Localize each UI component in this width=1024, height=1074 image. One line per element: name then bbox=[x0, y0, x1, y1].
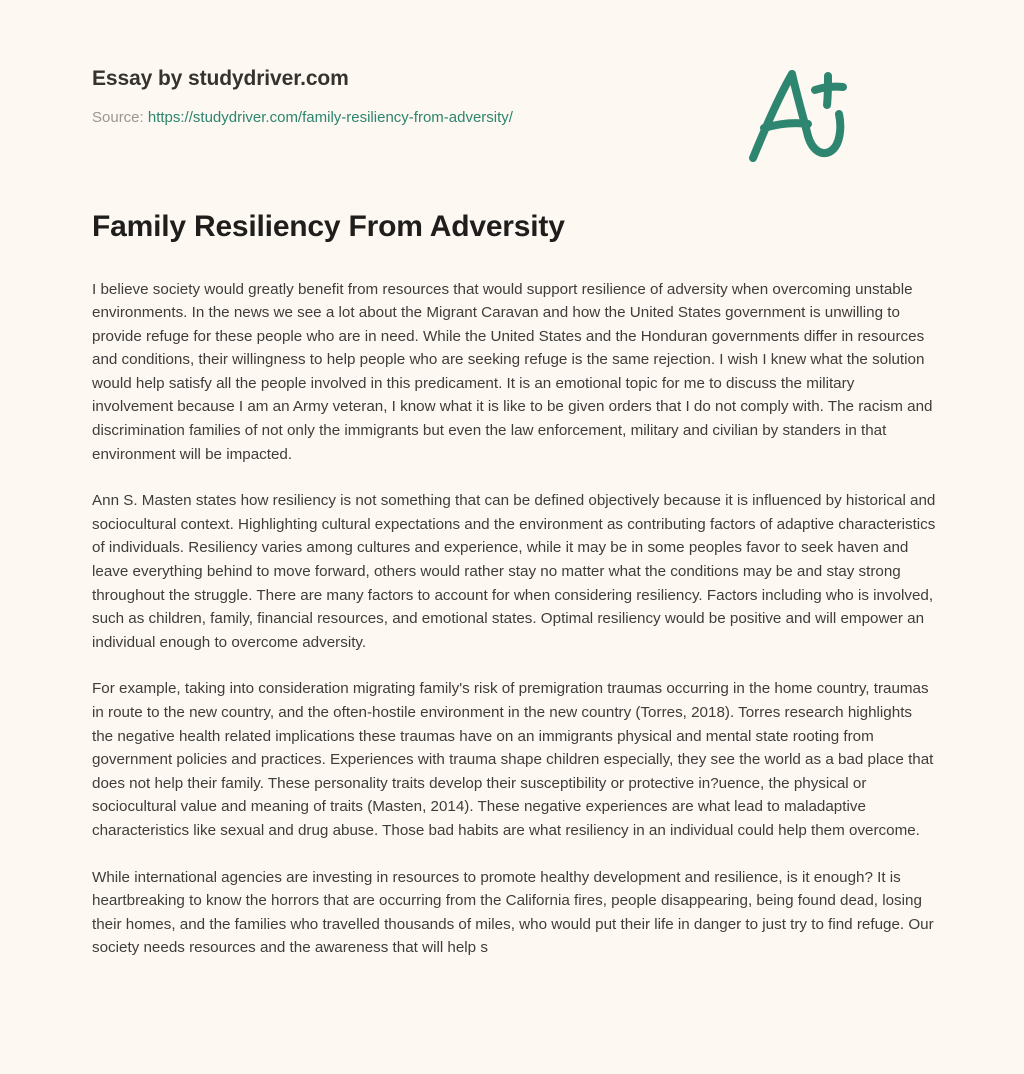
byline: Essay by studydriver.com bbox=[92, 67, 349, 90]
essay-body bbox=[92, 278, 937, 960]
paragraph: For example, taking into consideration migrating family's risk of premigration traumas occurring in the home country, traumas in route to the new country, and the often-hostile environment in the new country (Torres, 2018). Torres research highlights the negative health related implications these traumas have on an immigrants physical and mental state rooting from government policies and practices. Experiences with trauma shape children especially, they see the world as a bad place that does not help their family. These personality traits develop their susceptibility or protective in?uence, the physical or sociocultural value and meaning of traits (Masten, 2014). These negative experiences are what lead to maladaptive characteristics like sexual and drug abuse. Those bad habits are what resiliency in an individual could help them overcome. bbox=[92, 680, 934, 839]
a-plus-logo bbox=[742, 62, 854, 166]
paragraph: While international agencies are investing in resources to promote healthy development and resilience, is it enough? It is heartbreaking to know the horrors that are occurring from the California fires, people disappearing, being found dead, losing their homes, and the families who travelled thousands of miles, who would put their life in danger to just try to find refuge. Our society needs resources and the awareness that will help s bbox=[92, 868, 934, 957]
paragraph: Ann S. Masten states how resiliency is not something that can be defined objectively because it is influenced by historical and sociocultural context. Highlighting cultural expectations and the environment as contributing factors of adaptive characteristics of individuals. Resiliency varies among cultures and experience, while it may be in some peoples favor to seek haven and leave everything behind to move forward, others would rather stay no matter what the conditions may be and stay strong throughout the struggle. There are many factors to account for when considering resiliency. Factors including who is involved, such as children, family, financial resources, and emotional states. Optimal resiliency would be positive and will empower an individual enough to overcome adversity. bbox=[92, 492, 936, 651]
source-url-link[interactable]: https://studydriver.com/family-resiliency-from-adversity/ bbox=[147, 109, 513, 127]
source-label: Source: bbox=[92, 109, 144, 127]
page-title: Family Resiliency From Adversity bbox=[92, 210, 565, 243]
page-header bbox=[92, 0, 932, 128]
paragraph: I believe society would greatly benefit from resources that would support resilience of adversity when overcoming unstable environments. In the news we see a lot about the Migrant Caravan and how the United States government is unwilling to provide refuge for these people who are in need. While the United States and the Honduran governments differ in resources and conditions, their willingness to help people who are seeking refuge is the same rejection. I wish I knew what the solution would help satisfy all the people involved in this predicament. It is an emotional topic for me to discuss the military involvement because I am an Army veteran, I know what it is like to be given orders that I do not comply with. The racism and discrimination families of not only the immigrants but even the law enforcement, military and civilian by standers in that environment will be impacted. bbox=[92, 280, 933, 463]
